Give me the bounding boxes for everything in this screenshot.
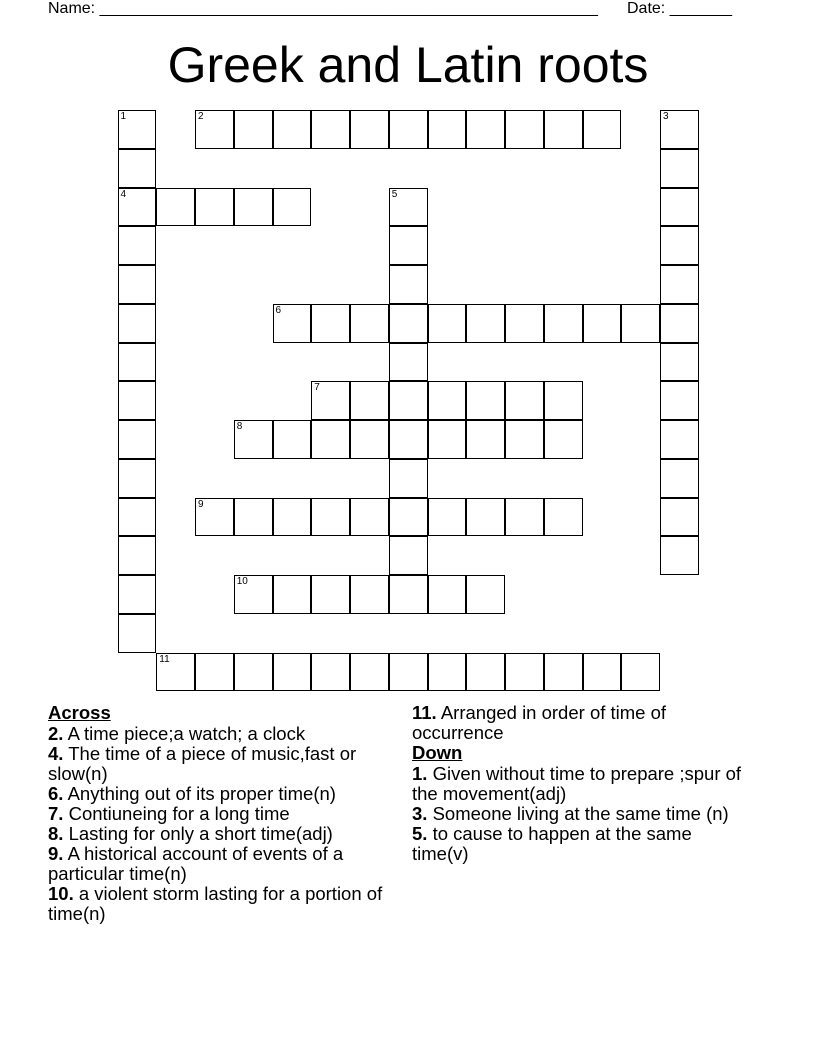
grid-cell[interactable] — [118, 149, 157, 188]
grid-cell[interactable] — [118, 498, 157, 537]
grid-cell[interactable] — [273, 304, 312, 343]
grid-cell[interactable] — [118, 226, 157, 265]
clue-across-9: 9. A historical account of events of a particular time(n) — [48, 843, 344, 884]
grid-cell[interactable] — [660, 265, 699, 304]
grid-cell[interactable] — [118, 343, 157, 382]
grid-cell[interactable] — [544, 498, 583, 537]
grid-cell[interactable] — [389, 265, 428, 304]
clue-across-7: 7. Contiuneing for a long time — [48, 803, 290, 824]
cell-number: 8 — [236, 421, 243, 432]
grid-cell[interactable] — [311, 653, 350, 692]
clue-across-11: 11. Arranged in order of time of occurrence — [412, 702, 667, 743]
grid-cell[interactable] — [583, 653, 622, 692]
grid-cell[interactable] — [311, 498, 350, 537]
grid-cell[interactable] — [389, 420, 428, 459]
grid-cell[interactable] — [389, 188, 428, 227]
grid-cell[interactable] — [466, 498, 505, 537]
grid-cell[interactable] — [583, 110, 622, 149]
cell-number: 2 — [198, 111, 204, 122]
cell-number: 3 — [663, 111, 669, 122]
grid-cell[interactable] — [156, 188, 195, 227]
grid-cell[interactable] — [428, 381, 467, 420]
grid-cell[interactable] — [466, 420, 505, 459]
clue-across-4: 4. The time of a piece of music,fast or slow(n) — [48, 743, 357, 784]
grid-cell[interactable] — [660, 498, 699, 537]
grid-cell[interactable] — [428, 575, 467, 614]
clue-across-2: 2. A time piece;a watch; a clock — [48, 723, 306, 744]
grid-cell[interactable] — [544, 110, 583, 149]
grid-cell[interactable] — [234, 110, 273, 149]
grid-cell[interactable] — [350, 110, 389, 149]
grid-cell[interactable] — [466, 653, 505, 692]
grid-cell[interactable] — [505, 420, 544, 459]
grid-cell[interactable] — [660, 149, 699, 188]
grid-cell[interactable] — [544, 381, 583, 420]
grid-cell[interactable] — [389, 304, 428, 343]
grid-cell[interactable] — [389, 575, 428, 614]
grid-cell[interactable] — [118, 265, 157, 304]
grid-cell[interactable] — [660, 110, 699, 149]
grid-cell[interactable] — [428, 498, 467, 537]
grid-cell[interactable] — [660, 304, 699, 343]
grid-cell[interactable] — [505, 653, 544, 692]
grid-cell[interactable] — [311, 381, 350, 420]
clues-column-right — [412, 703, 742, 864]
grid-cell[interactable] — [273, 420, 312, 459]
grid-cell[interactable] — [660, 343, 699, 382]
clue-across-10: 10. a violent storm lasting for a portion of time(n) — [48, 883, 383, 924]
grid-cell[interactable] — [544, 653, 583, 692]
grid-cell[interactable] — [311, 304, 350, 343]
grid-cell[interactable] — [234, 188, 273, 227]
grid-cell[interactable] — [505, 110, 544, 149]
grid-cell[interactable] — [234, 420, 273, 459]
grid-cell[interactable] — [350, 653, 389, 692]
name-field[interactable]: Name: ________________________________________________________ — [48, 0, 598, 17]
grid-cell[interactable] — [118, 381, 157, 420]
grid-cell[interactable] — [273, 575, 312, 614]
grid-cell[interactable] — [466, 304, 505, 343]
grid-cell[interactable] — [273, 188, 312, 227]
grid-cell[interactable] — [234, 498, 273, 537]
grid-cell[interactable] — [428, 110, 467, 149]
grid-cell[interactable] — [505, 304, 544, 343]
cell-number: 11 — [159, 653, 170, 665]
cell-number: 10 — [236, 576, 248, 587]
grid-cell[interactable] — [660, 226, 699, 265]
grid-cell[interactable] — [389, 381, 428, 420]
grid-cell[interactable] — [389, 110, 428, 149]
grid-cell[interactable] — [660, 459, 699, 498]
clue-down-1: 1. Given without time to prepare ;spur of the movement(adj) — [412, 763, 742, 804]
grid-cell[interactable] — [660, 420, 699, 459]
grid-cell[interactable] — [660, 536, 699, 575]
grid-cell[interactable] — [234, 653, 273, 692]
grid-cell[interactable] — [350, 498, 389, 537]
grid-cell[interactable] — [273, 110, 312, 149]
grid-cell[interactable] — [389, 226, 428, 265]
grid-cell[interactable] — [311, 110, 350, 149]
grid-cell[interactable] — [273, 498, 312, 537]
grid-cell[interactable] — [195, 498, 234, 537]
grid-cell[interactable] — [118, 575, 157, 614]
grid-cell[interactable] — [621, 653, 660, 692]
grid-cell[interactable] — [311, 420, 350, 459]
grid-cell[interactable] — [311, 575, 350, 614]
grid-cell[interactable] — [466, 575, 505, 614]
grid-cell[interactable] — [428, 420, 467, 459]
grid-cell[interactable] — [118, 614, 157, 653]
grid-cell[interactable] — [234, 575, 273, 614]
grid-cell[interactable] — [505, 381, 544, 420]
cell-number: 4 — [120, 188, 127, 200]
cell-number: 6 — [275, 304, 282, 316]
grid-cell[interactable] — [389, 498, 428, 537]
grid-cell[interactable] — [350, 381, 389, 420]
down-heading: Down — [412, 742, 463, 763]
grid-cell[interactable] — [350, 420, 389, 459]
clue-down-5: 5. to cause to happen at the same time(v) — [412, 823, 692, 864]
grid-cell[interactable] — [544, 304, 583, 343]
clues-column-left — [48, 703, 383, 924]
grid-cell[interactable] — [195, 653, 234, 692]
clue-across-8: 8. Lasting for only a short time(adj) — [48, 823, 333, 844]
cell-number: 5 — [391, 188, 398, 200]
grid-cell[interactable] — [583, 304, 622, 343]
grid-cell[interactable] — [118, 459, 157, 498]
grid-cell[interactable] — [466, 381, 505, 420]
grid-cell[interactable] — [505, 498, 544, 537]
grid-cell[interactable] — [156, 653, 195, 692]
grid-cell[interactable] — [544, 420, 583, 459]
date-field[interactable]: Date: _______ — [627, 0, 732, 17]
grid-cell[interactable] — [118, 304, 157, 343]
grid-cell[interactable] — [350, 304, 389, 343]
grid-cell[interactable] — [660, 188, 699, 227]
cell-number: 9 — [198, 498, 204, 510]
grid-cell[interactable] — [389, 343, 428, 382]
grid-cell[interactable] — [466, 110, 505, 149]
grid-cell[interactable] — [195, 188, 234, 227]
grid-cell[interactable] — [118, 536, 157, 575]
across-heading: Across — [48, 702, 111, 723]
grid-cell[interactable] — [350, 575, 389, 614]
grid-cell[interactable] — [660, 381, 699, 420]
grid-cell[interactable] — [621, 304, 660, 343]
grid-cell[interactable] — [428, 653, 467, 692]
cell-number: 7 — [314, 382, 320, 394]
grid-cell[interactable] — [389, 459, 428, 498]
grid-cell[interactable] — [118, 420, 157, 459]
grid-cell[interactable] — [195, 110, 234, 149]
grid-cell[interactable] — [273, 653, 312, 692]
grid-cell[interactable] — [118, 110, 157, 149]
grid-cell[interactable] — [118, 188, 157, 227]
cell-number: 1 — [120, 111, 127, 122]
clue-down-3: 3. Someone living at the same time (n) — [412, 803, 729, 824]
grid-cell[interactable] — [428, 304, 467, 343]
clue-across-6: 6. Anything out of its proper time(n) — [48, 783, 336, 804]
grid-cell[interactable] — [389, 536, 428, 575]
grid-cell[interactable] — [389, 653, 428, 692]
puzzle-title: Greek and Latin roots — [167, 37, 649, 93]
